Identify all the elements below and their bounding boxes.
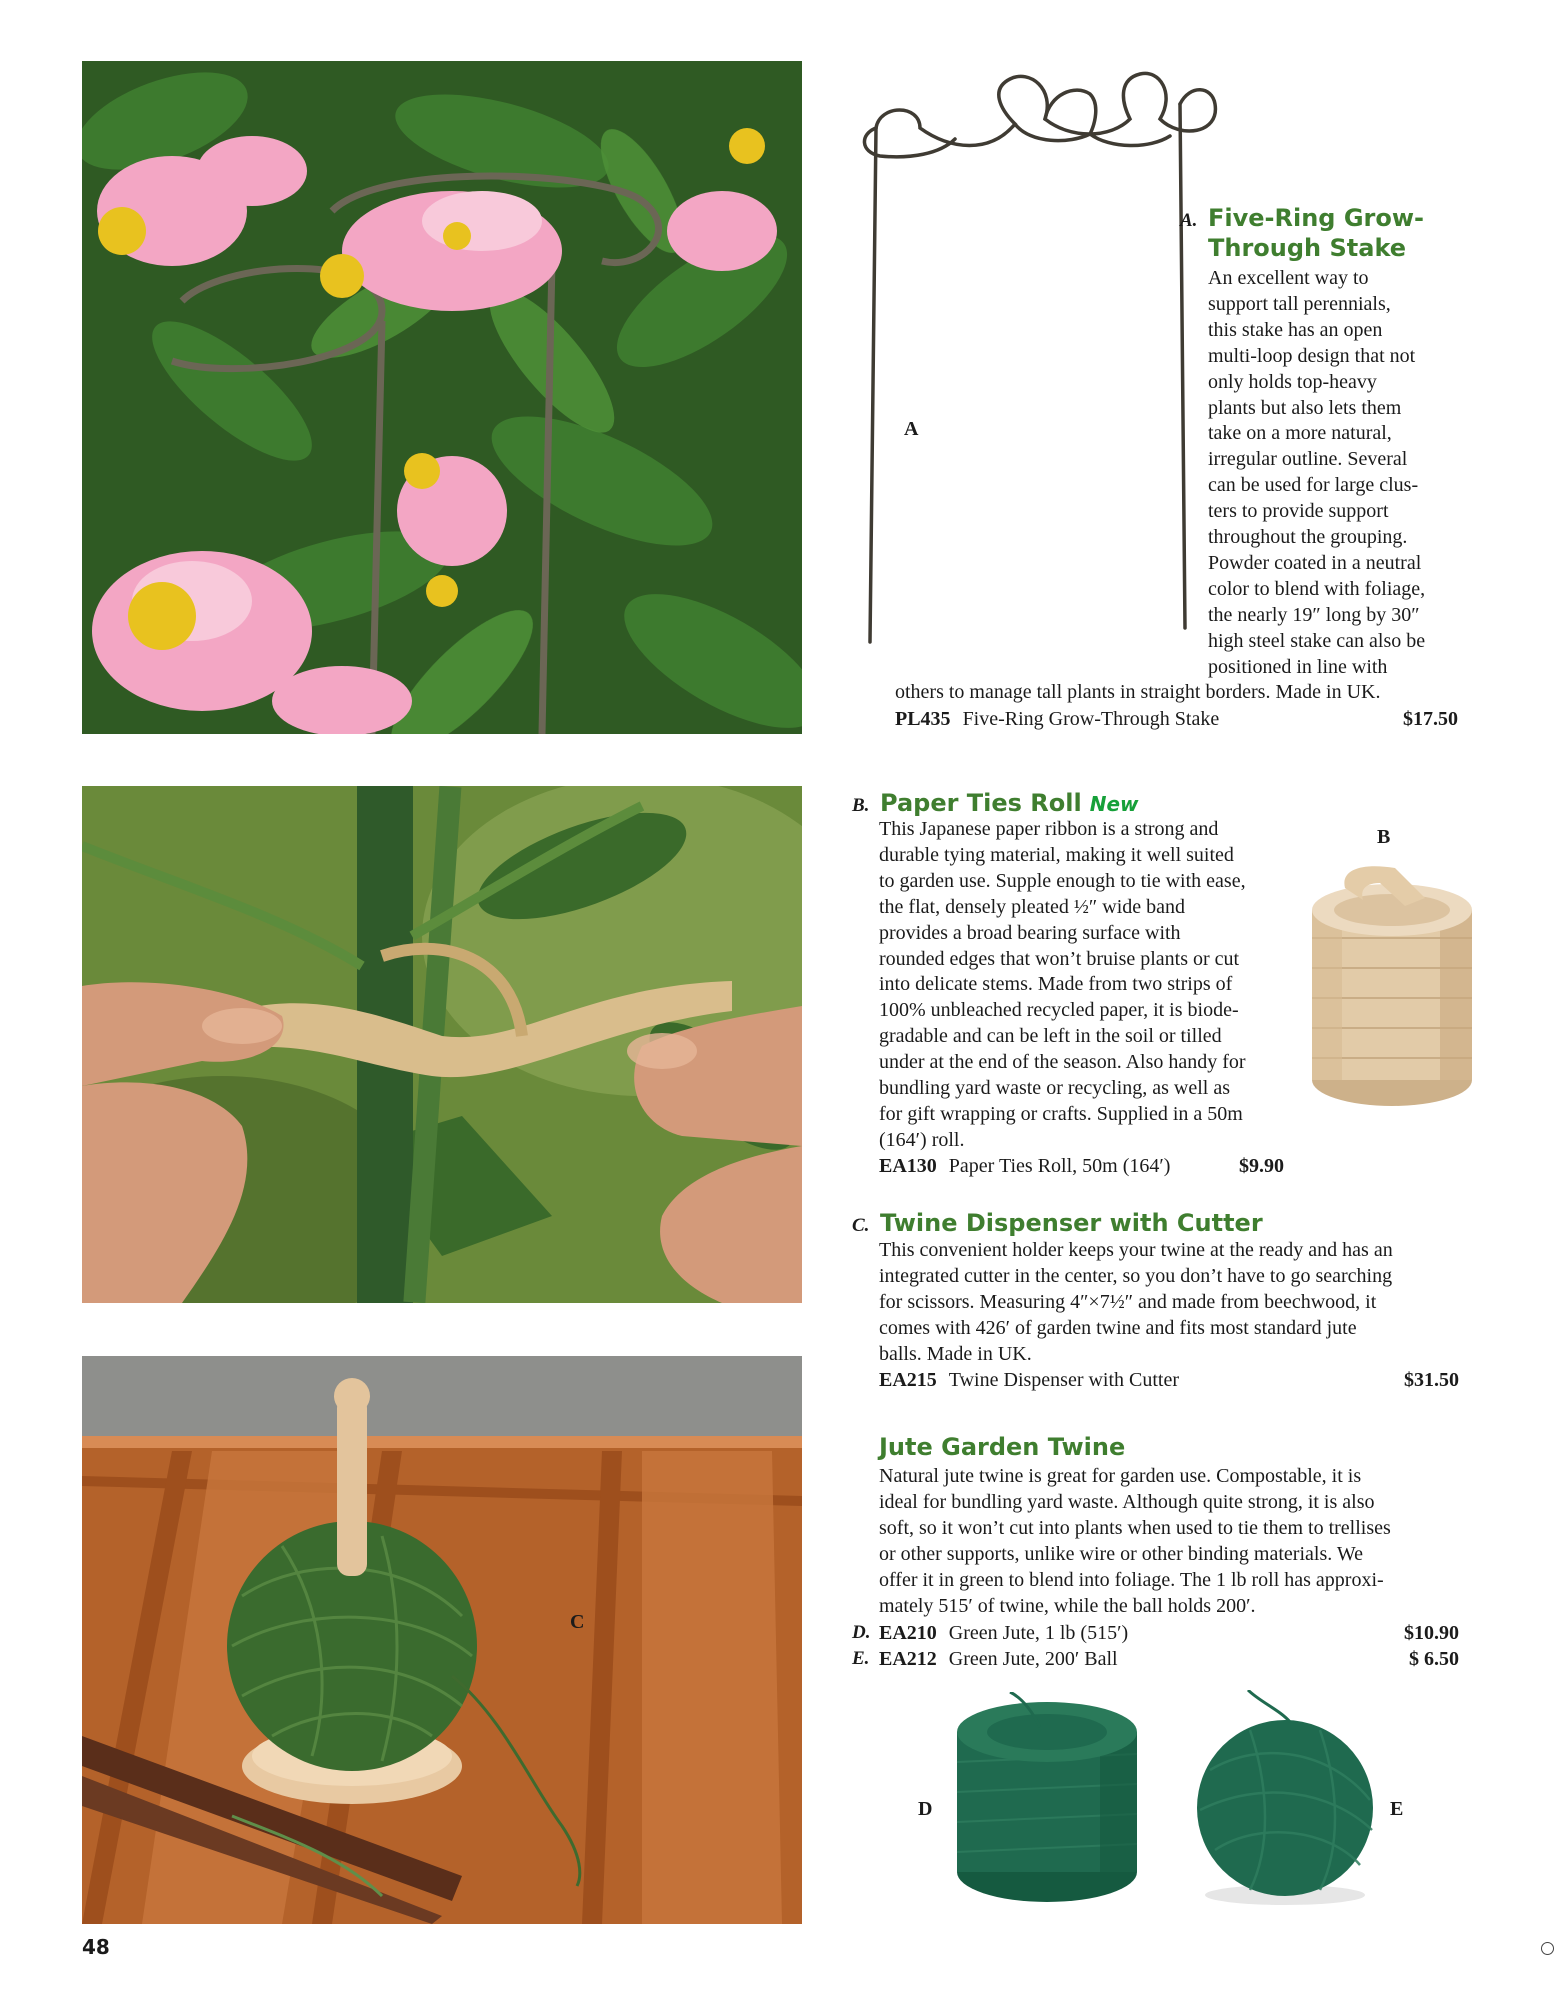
new-badge: New — [1089, 792, 1139, 816]
product-e-name: Green Jute, 200′ Ball — [948, 1648, 1118, 1670]
desc-line: to garden use. Supple enough to tie with ease, — [879, 869, 1246, 892]
desc-line: the flat, densely pleated ½″ wide band — [879, 895, 1186, 918]
desc-line: An excellent way to — [1208, 267, 1369, 289]
product-b-title-text: Paper Ties Roll — [880, 789, 1082, 817]
desc-line: rounded edges that won’t bruise plants or cut — [879, 947, 1240, 970]
twine-dispenser-photo — [82, 1356, 802, 1924]
desc-line: This Japanese paper ribbon is a strong and — [879, 818, 1219, 840]
jute-ball-illustration — [1180, 1690, 1390, 1910]
desc-line: balls. Made in UK. — [879, 1342, 1032, 1365]
product-c-name: Twine Dispenser with Cutter — [948, 1369, 1180, 1391]
edge-circle-icon — [1541, 1942, 1554, 1955]
product-jute-title: Jute Garden Twine — [879, 1433, 1126, 1461]
desc-line: gradable and can be left in the soil or tilled — [879, 1025, 1222, 1048]
desc-line: high steel stake can also be — [1208, 629, 1426, 652]
desc-line: or other supports, unlike wire or other binding materials. We — [879, 1542, 1364, 1565]
product-jute-description — [879, 1464, 1489, 1619]
desc-line: durable tying material, making it well suited — [879, 843, 1234, 866]
desc-line: take on a more natural, — [1208, 422, 1392, 445]
desc-line: integrated cutter in the center, so you don’t have to go searching — [879, 1264, 1393, 1287]
product-b-name: Paper Ties Roll, 50m (164′) — [948, 1155, 1171, 1177]
desc-line: bundling yard waste or recycling, as well as — [879, 1077, 1231, 1100]
desc-line: throughout the grouping. — [1208, 526, 1408, 549]
desc-line: color to blend with foliage, — [1208, 577, 1426, 600]
five-ring-stake-illustration — [840, 64, 1220, 656]
product-a-price: $17.50 — [1403, 708, 1458, 730]
paper-ties-roll-illustration — [1305, 858, 1480, 1113]
desc-line: ters to provide support — [1208, 500, 1389, 523]
product-c-title-text: Twine Dispenser with Cutter — [880, 1209, 1263, 1237]
product-c-sku: EA215 — [879, 1369, 937, 1391]
product-b-price: $9.90 — [1239, 1155, 1284, 1177]
hands-tying-paper-tie-photo — [82, 786, 802, 1303]
product-b-letter: B. — [852, 795, 870, 816]
desc-line: Powder coated in a neutral — [1208, 551, 1422, 574]
figure-label-a: A — [904, 418, 919, 440]
desc-line: comes with 426′ of garden twine and fits most standard jute — [879, 1316, 1357, 1339]
desc-line: support tall perennials, — [1208, 292, 1391, 315]
desc-line: Natural jute twine is great for garden use. Compostable, it is — [879, 1465, 1362, 1487]
desc-line: for gift wrapping or crafts. Supplied in a 50m — [879, 1102, 1243, 1125]
figure-label-c: C — [570, 1611, 585, 1633]
desc-line: ideal for bundling yard waste. Although quite strong, it is also — [879, 1490, 1375, 1513]
desc-line: for scissors. Measuring 4″×7½″ and made from beechwood, it — [879, 1290, 1377, 1313]
figure-label-b: B — [1377, 826, 1391, 848]
product-b-sku-line — [879, 1153, 1284, 1179]
figure-label-e: E — [1390, 1798, 1404, 1820]
peony-with-stake-photo — [82, 61, 802, 734]
product-a-title-line2: Through Stake — [1208, 234, 1407, 262]
product-d-sku-line — [852, 1620, 1459, 1646]
product-e-sku-line — [852, 1646, 1459, 1672]
product-a-title — [1180, 203, 1424, 263]
product-d-name: Green Jute, 1 lb (515′) — [948, 1622, 1129, 1644]
desc-line: this stake has an open — [1208, 318, 1383, 341]
product-a-name: Five-Ring Grow-Through Stake — [962, 708, 1220, 730]
desc-line: can be used for large clus- — [1208, 474, 1419, 497]
jute-roll-illustration — [950, 1692, 1145, 1907]
desc-line: This convenient holder keeps your twine at the ready and has an — [879, 1239, 1393, 1261]
product-e-letter: E. — [852, 1648, 870, 1669]
product-d-letter: D. — [852, 1622, 871, 1643]
desc-line: offer it in green to blend into foliage. The 1 lb roll has approxi- — [879, 1568, 1384, 1591]
desc-line: multi-loop design that not — [1208, 344, 1416, 367]
product-b-sku: EA130 — [879, 1155, 937, 1177]
figure-label-d: D — [918, 1798, 933, 1820]
desc-line: only holds top-heavy — [1208, 370, 1377, 393]
product-b-description — [879, 817, 1299, 1154]
desc-line: (164′) roll. — [879, 1128, 965, 1151]
product-c-price: $31.50 — [1404, 1369, 1459, 1391]
product-a-letter: A. — [1180, 210, 1198, 231]
product-e-sku: EA212 — [879, 1648, 937, 1670]
desc-line: into delicate stems. Made from two strips of — [879, 973, 1233, 996]
product-c-description — [879, 1238, 1489, 1368]
desc-line: mately 515′ of twine, while the ball holds 200′. — [879, 1594, 1256, 1617]
product-c-sku-line — [879, 1367, 1459, 1393]
desc-line: soft, so it won’t cut into plants when used to tie them to trellises — [879, 1516, 1391, 1539]
desc-line: under at the end of the season. Also handy for — [879, 1051, 1246, 1074]
product-c-letter: C. — [852, 1215, 870, 1236]
product-b-title — [852, 788, 1139, 819]
desc-line: irregular outline. Several — [1208, 448, 1408, 471]
desc-line: positioned in line with — [1208, 655, 1388, 678]
desc-line: 100% unbleached recycled paper, it is biode- — [879, 999, 1239, 1022]
desc-line: plants but also lets them — [1208, 396, 1402, 419]
product-d-price: $10.90 — [1404, 1622, 1459, 1644]
product-c-title — [852, 1208, 1263, 1238]
product-e-price: $ 6.50 — [1409, 1648, 1459, 1670]
product-d-sku: EA210 — [879, 1622, 937, 1644]
desc-line: provides a broad bearing surface with — [879, 921, 1181, 944]
product-a-description — [1208, 266, 1508, 681]
product-a-sku-line — [895, 706, 1458, 732]
page-number: 48 — [82, 1935, 110, 1959]
desc-line: the nearly 19″ long by 30″ — [1208, 603, 1420, 626]
product-a-description-wide: others to manage tall plants in straight borders. Made in UK. — [895, 681, 1381, 703]
product-a-sku: PL435 — [895, 708, 951, 730]
product-a-title-line1: Five-Ring Grow- — [1208, 204, 1424, 232]
